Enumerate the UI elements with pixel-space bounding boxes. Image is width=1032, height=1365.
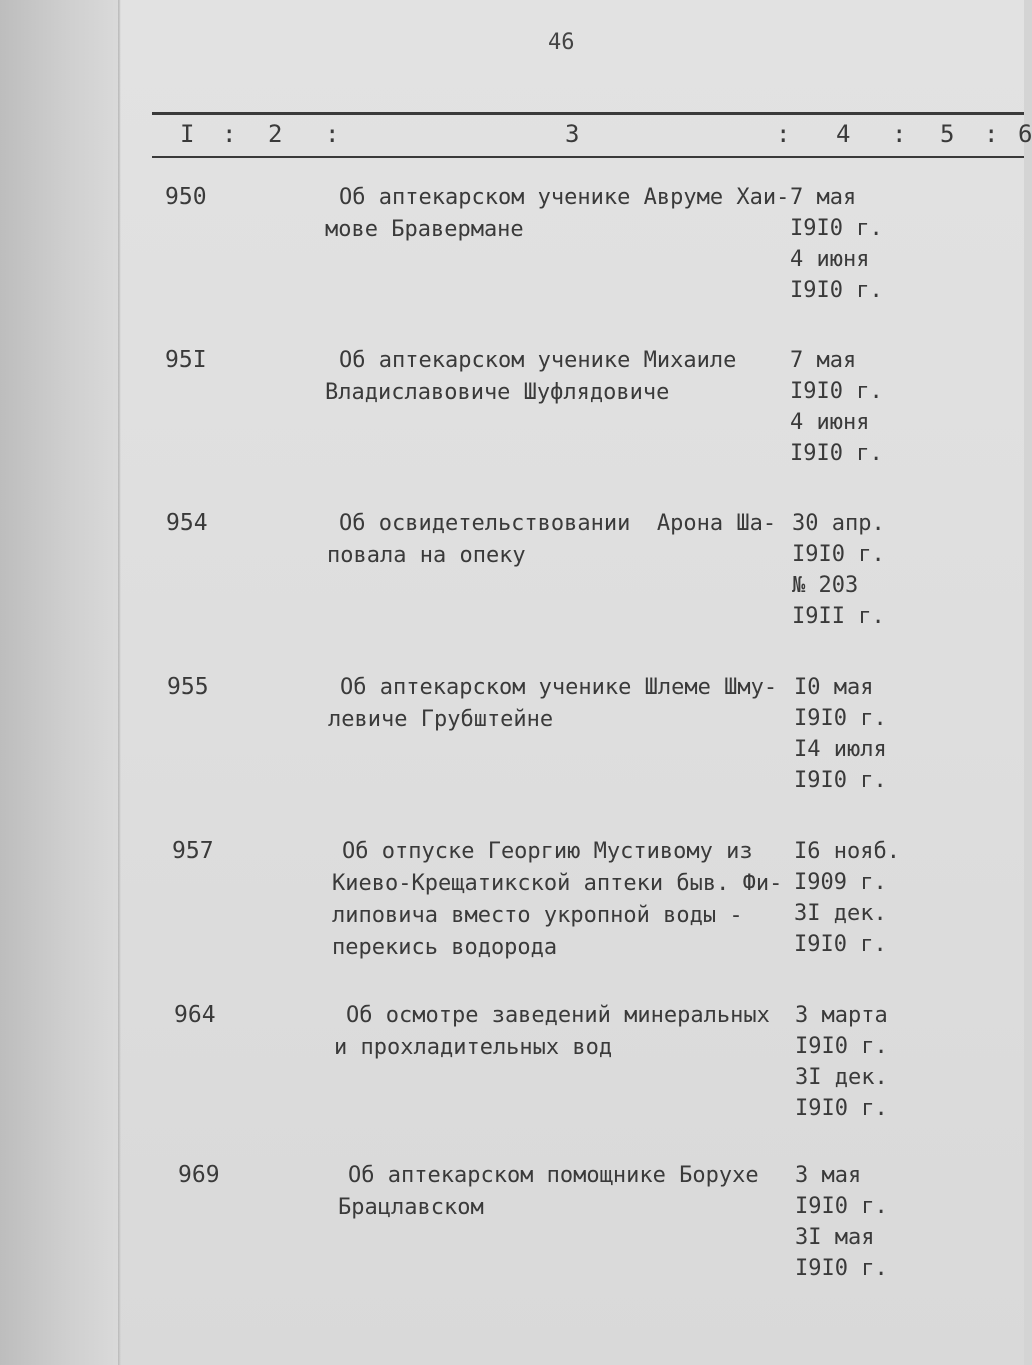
date-day-month: 3I дек. bbox=[794, 901, 887, 926]
header-top-rule bbox=[152, 112, 1024, 115]
file-title-line: перекись водорода bbox=[332, 935, 558, 960]
file-title-line: Об аптекарском ученике Михаиле bbox=[339, 348, 737, 373]
file-number: 957 bbox=[172, 838, 214, 864]
date-day-month: 30 апр. bbox=[792, 511, 885, 536]
file-title-line: Об освидетельствовании Арона Ша- bbox=[339, 511, 777, 536]
file-number: 95I bbox=[165, 347, 207, 373]
date-year: I9I0 г. bbox=[795, 1256, 888, 1281]
date-year: I9I0 г. bbox=[794, 768, 887, 793]
date-day-month: I4 июля bbox=[794, 737, 887, 762]
date-day-month: 7 мая bbox=[790, 185, 857, 210]
date-year: I9I0 г. bbox=[790, 379, 883, 404]
date-year: I9I0 г. bbox=[794, 706, 887, 731]
date-day-month: I6 нояб. bbox=[794, 839, 900, 864]
file-title-line: и прохладительных вод bbox=[334, 1035, 613, 1060]
date-year: I9I0 г. bbox=[790, 278, 883, 303]
date-year: I9I0 г. bbox=[795, 1096, 888, 1121]
file-number: 964 bbox=[174, 1002, 216, 1028]
file-title-line: Владиславовиче Шуфлядовиче bbox=[325, 380, 670, 405]
page-number: 46 bbox=[548, 30, 575, 55]
header-column-I: I bbox=[180, 120, 195, 148]
date-day-month: I0 мая bbox=[794, 675, 874, 700]
date-year: I9II г. bbox=[792, 604, 885, 629]
date-day-month: 3 мая bbox=[795, 1163, 862, 1188]
header-separator: : bbox=[222, 120, 237, 148]
date-year: I9I0 г. bbox=[795, 1194, 888, 1219]
header-separator: : bbox=[984, 120, 999, 148]
file-number: 955 bbox=[167, 674, 209, 700]
header-column-5: 5 bbox=[940, 120, 955, 148]
file-title-line: липовича вместо укропной воды - bbox=[332, 903, 743, 928]
file-title-line: Об отпуске Георгию Мустивому из bbox=[342, 839, 753, 864]
file-title-line: левиче Грубштейне bbox=[328, 707, 554, 732]
file-title-line: мове Бравермане bbox=[325, 217, 524, 242]
date-day-month: 4 июня bbox=[790, 410, 870, 435]
file-title-line: повала на опеку bbox=[327, 543, 526, 568]
file-number: 969 bbox=[178, 1162, 220, 1188]
file-title-line: Об аптекарском ученике Авруме Хаи- bbox=[339, 185, 790, 210]
date-year: I9I0 г. bbox=[795, 1034, 888, 1059]
date-day-month: 3I дек. bbox=[795, 1065, 888, 1090]
file-title-line: Об аптекарском ученике Шлеме Шму- bbox=[340, 675, 778, 700]
date-day-month: 7 мая bbox=[790, 348, 857, 373]
date-year: I9I0 г. bbox=[792, 542, 885, 567]
file-title-line: Брацлавском bbox=[338, 1195, 484, 1220]
date-year: I909 г. bbox=[794, 870, 887, 895]
header-column-4: 4 bbox=[836, 120, 851, 148]
date-day-month: 3 марта bbox=[795, 1003, 888, 1028]
file-number: 950 bbox=[165, 184, 207, 210]
header-bottom-rule bbox=[152, 156, 1024, 158]
header-separator: : bbox=[325, 120, 340, 148]
file-title-line: Об осмотре заведений минеральных bbox=[346, 1003, 770, 1028]
date-day-month: 3I мая bbox=[795, 1225, 875, 1250]
header-column-2: 2 bbox=[268, 120, 283, 148]
date-day-month: 4 июня bbox=[790, 247, 870, 272]
date-day-month: № 203 bbox=[792, 573, 859, 598]
header-separator: : bbox=[776, 120, 791, 148]
header-column-3: 3 bbox=[565, 120, 580, 148]
file-title-line: Киево-Крещатикской аптеки быв. Фи- bbox=[332, 871, 783, 896]
date-year: I9I0 г. bbox=[794, 932, 887, 957]
file-number: 954 bbox=[166, 510, 208, 536]
date-year: I9I0 г. bbox=[790, 441, 883, 466]
header-separator: : bbox=[892, 120, 907, 148]
date-year: I9I0 г. bbox=[790, 216, 883, 241]
header-column-6: 6 bbox=[1018, 120, 1032, 148]
page-edge bbox=[118, 0, 121, 1365]
file-title-line: Об аптекарском помощнике Борухе bbox=[348, 1163, 759, 1188]
